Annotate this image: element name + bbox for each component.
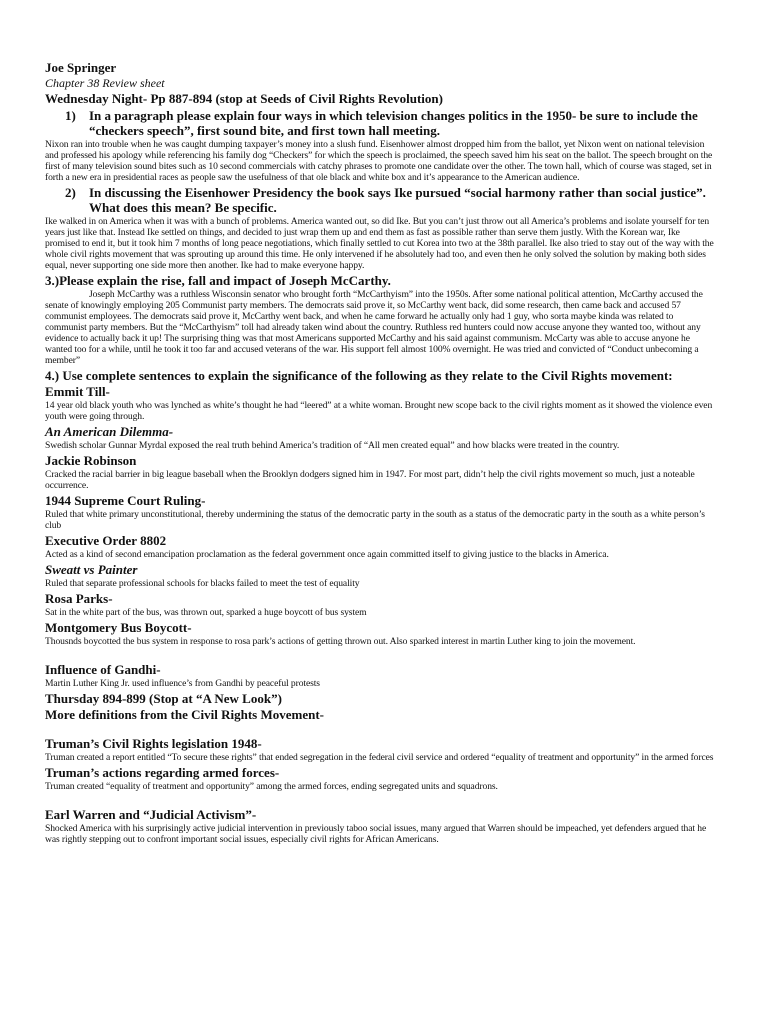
term-answer: Truman created a report entitled “To secure these rights” that ended segregation in the federal civil service and ordered “equality of treatment and opportunity” in the armed forces [45, 752, 714, 763]
term-answer: Martin Luther King Jr. used influence’s from Gandhi by peaceful protests [45, 678, 320, 689]
answer-2: Ike walked in on America when it was with a bunch of problems. America wanted out, so did Ike. But you can’t just throw out all America’s problems and isolate yourself for ten years just like that. Instead Ike settled on things, and decided to just wrap them up and end them as fast as possible rather than serve them justly. With the Korean war, Ike promised to end it, but it took him 7 months of long peace negotiations, which finally settled to cut Korea into two at the 38th parallel. Ike also tried to stay out of the way with the whole civil rights movement that was sprouting up around this time. He only intervened if he absolutely had too, and even then he only solved the solution by making both sides equal, never supporting one side more then another. Ike had to make everyone happy. [45, 216, 714, 271]
term-heading: Truman’s actions regarding armed forces- [45, 765, 280, 780]
question-number: 2) [65, 185, 76, 200]
review-sheet [45, 60, 717, 847]
spacer [45, 723, 717, 735]
question-text: In a paragraph please explain four ways in which television changes politics in the 1950- be sure to include the “checkers speech”, first sound bite, and first town hall meeting. [89, 108, 698, 138]
term-heading: Jackie Robinson [45, 453, 137, 468]
term-heading: Influence of Gandhi- [45, 662, 161, 677]
student-name: Joe Springer [45, 60, 117, 75]
term-answer: Sat in the white part of the bus, was thrown out, sparked a huge boycott of bus system [45, 607, 367, 618]
question-4: 4.) Use complete sentences to explain the significance of the following as they relate to the Civil Rights movement: [45, 368, 673, 383]
spacer [45, 794, 717, 806]
section-heading-wednesday: Wednesday Night- Pp 887-894 (stop at Seeds of Civil Rights Revolution) [45, 91, 443, 106]
term-heading: An American Dilemma- [45, 424, 174, 439]
question-2 [45, 185, 717, 215]
term-answer: Acted as a kind of second emancipation proclamation as the federal government once again committed itself to giving justice to the blacks in America. [45, 549, 609, 560]
section-subheading: More definitions from the Civil Rights Movement- [45, 707, 324, 722]
question-3: 3.)Please explain the rise, fall and impact of Joseph McCarthy. [45, 273, 391, 288]
term-answer: Shocked America with his surprisingly active judicial intervention in previously taboo social issues, many argued that Warren should be impeached, yet defenders argued that he was rightly stepping out to confront important social issues, especially civil rights for African Americans. [45, 823, 707, 845]
answer-3: Joseph McCarthy was a ruthless Wisconsin senator who brought forth “McCarthyism” into the 1950s. After some national political attention, McCarthy accused the senate of knowingly employing 205 Communist party members. The democrats said prove it, so McCarthy went back, did some research, then came back and accused 57 communist employees. The democrats said prove it, McCarthy went back, and when he came forward he actually only had 1 guy, who sorta maybe kinda was related to communist party members. But the “McCarthyism” toll had already taken wind about the country. Ruthless red hunters could now accuse anyone they wanted too, without any evidence to actually back it up! The surprising thing was that most Americans supported McCarthy and his said against communism. McCarty was able to accuse anyone he wanted too for a while, until he took it too far and accused veterans of the war. His support fell almost 100% overnight. He was tried and convicted of “Conduct unbecoming a member” [45, 289, 703, 366]
term-answer: Ruled that separate professional schools for blacks failed to meet the test of equality [45, 578, 360, 589]
term-answer: Swedish scholar Gunnar Myrdal exposed the real truth behind America’s tradition of “All men created equal” and how blacks were treated in the country. [45, 440, 620, 451]
term-heading: Emmit Till- [45, 384, 110, 399]
term-heading: Earl Warren and “Judicial Activism”- [45, 807, 257, 822]
question-1 [45, 108, 717, 138]
term-heading: Truman’s Civil Rights legislation 1948- [45, 736, 262, 751]
section-heading-thursday: Thursday 894-899 (Stop at “A New Look”) [45, 691, 282, 706]
term-answer: 14 year old black youth who was lynched as white’s thought he had “leered” at a white woman. Brought new scope back to the civil rights moment as it showed the violence even youth were going through. [45, 400, 713, 422]
document-subtitle: Chapter 38 Review sheet [45, 76, 165, 90]
term-heading: Rosa Parks- [45, 591, 113, 606]
term-heading: Montgomery Bus Boycott- [45, 620, 192, 635]
term-answer: Cracked the racial barrier in big league baseball when the Brooklyn dodgers signed him in 1947. For most part, didn’t help the civil rights movement so much, just a noteable occurrence. [45, 469, 695, 491]
term-heading: Sweatt vs Painter [45, 562, 138, 577]
question-text: In discussing the Eisenhower Presidency the book says Ike pursued “social harmony rather than social justice”. What does this mean? Be specific. [89, 185, 706, 215]
spacer [45, 649, 717, 661]
term-heading: 1944 Supreme Court Ruling- [45, 493, 206, 508]
term-answer: Ruled that white primary unconstitutional, thereby undermining the status of the democratic party in the south as a status of the democratic party in the south as a white person’s club [45, 509, 705, 531]
term-heading: Executive Order 8802 [45, 533, 167, 548]
term-answer: Thousnds boycotted the bus system in response to rosa park’s actions of getting thrown out. Also sparked interest in martin Luther king to join the movement. [45, 636, 636, 647]
term-answer: Truman created “equality of treatment and opportunity” among the armed forces, ending segregated units and squadrons. [45, 781, 498, 792]
question-number: 1) [65, 108, 76, 123]
answer-1: Nixon ran into trouble when he was caught dumping taxpayer’s money into a slush fund. Eisenhower almost dropped him from the ballot, yet Nixon went on national television and professed his apology while referencing his family dog “Checkers” for which the speech is proclaimed, the speech saved him his seat on the ballot. The speech brought on the first of many television sound bites such as 10 second commercials with catchy phrases to promote one candidate over the other. The town hall, which of course was staged, set in forth a new era in presidential races as people saw the usefulness of that ole black and white box and it’s appearance to the American audience. [45, 139, 713, 183]
